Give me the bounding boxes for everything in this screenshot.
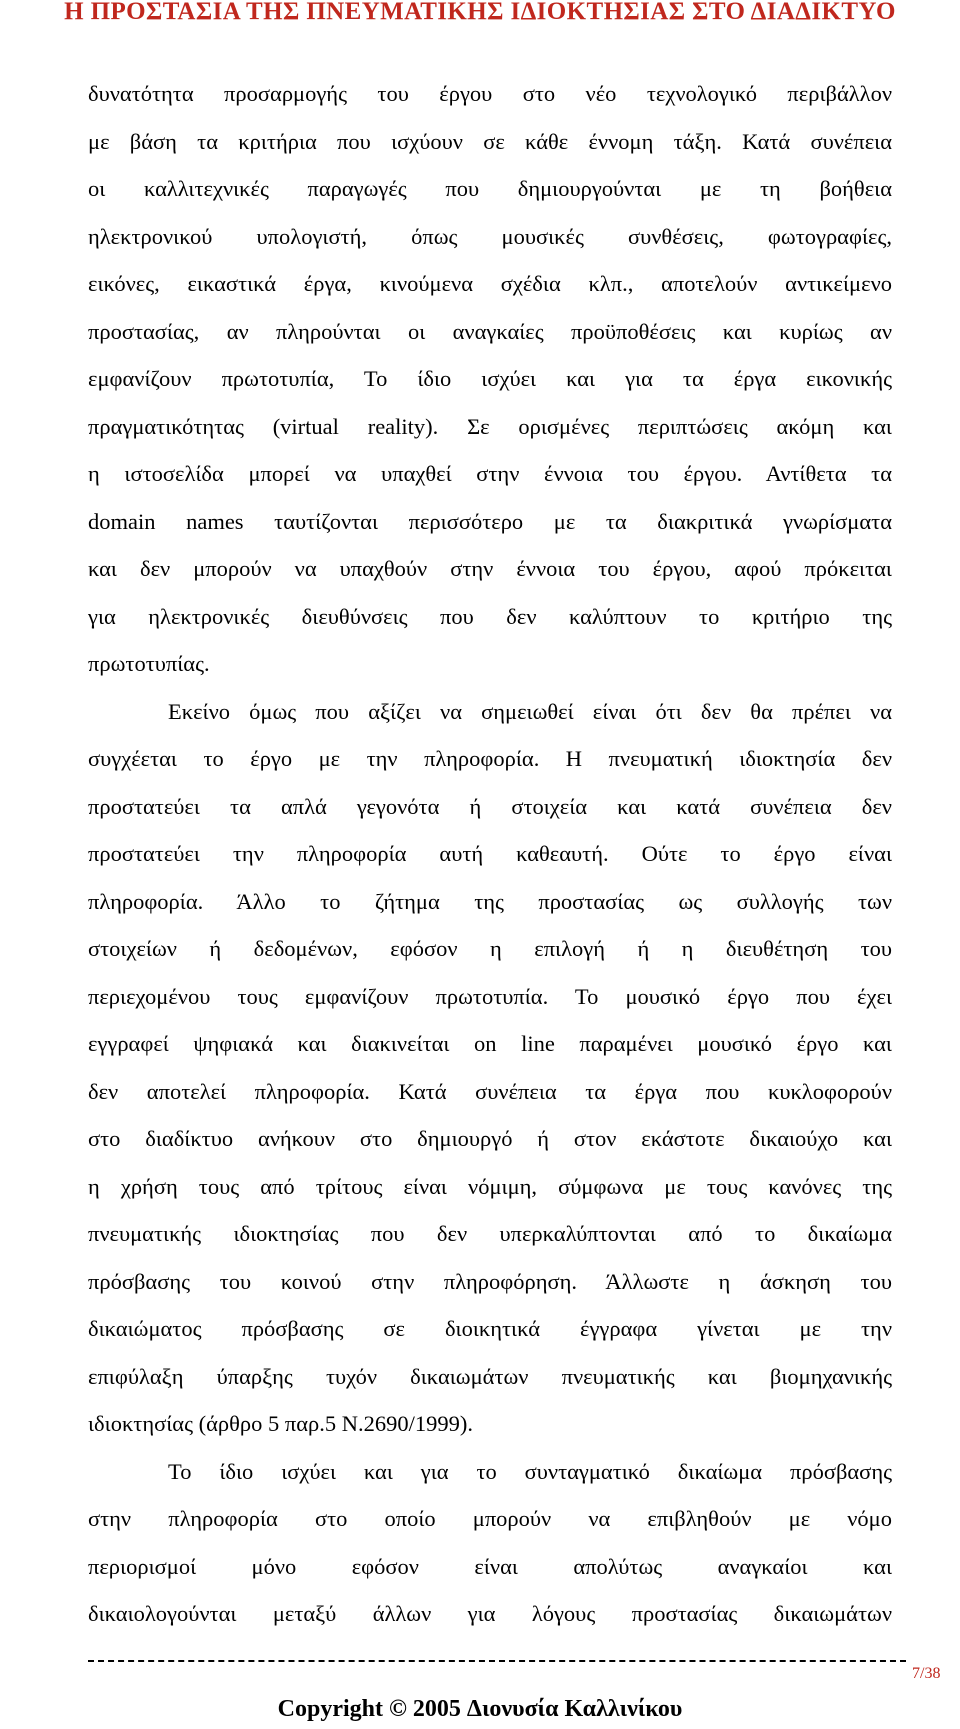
text-line: οι καλλιτεχνικές παραγωγές που δημιουργούνται με τη βοήθεια	[88, 176, 892, 201]
text-line: προστατεύει τα απλά γεγονότα ή στοιχεία και κατά συνέπεια δεν	[88, 793, 892, 819]
text-line: προστασίας, αν πληρούνται οι αναγκαίες προϋποθέσεις και κυρίως αν	[88, 318, 892, 344]
text-line-paragraph-start: Το ίδιο ισχύει και για το συνταγματικό δικαίωμα πρόσβασης	[168, 1458, 892, 1484]
text-line: περιεχομένου τους εμφανίζουν πρωτοτυπία. Το μουσικό έργο που έχει	[88, 983, 892, 1009]
text-line: δεν αποτελεί πληροφορία. Κατά συνέπεια τα έργα που κυκλοφορούν	[88, 1078, 892, 1104]
text-line: εμφανίζουν πρωτοτυπία, Το ίδιο ισχύει και για τα έργα εικονικής	[88, 366, 892, 391]
text-line: στο διαδίκτυο ανήκουν στο δημιουργό ή στον εκάστοτε δικαιούχο και	[88, 1126, 892, 1151]
running-header-title: Η ΠΡΟΣΤΑΣΙΑ ΤΗΣ ΠΝΕΥΜΑΤΙΚΗΣ ΙΔΙΟΚΤΗΣΙΑΣ ΣΤΟ ΔΙΑΔΙΚΤΥΟ	[64, 0, 896, 25]
text-line: για ηλεκτρονικές διευθύνσεις που δεν καλύπτουν το κριτήριο της	[88, 603, 892, 629]
text-line: πνευματικής ιδιοκτησίας που δεν υπερκαλύπτονται από το δικαίωμα	[88, 1221, 892, 1246]
text-line: δικαιολογούνται μεταξύ άλλων για λόγους προστασίας δικαιωμάτων	[88, 1601, 892, 1626]
footer-divider	[88, 1660, 906, 1662]
text-line-paragraph-start: Εκείνο όμως που αξίζει να σημειωθεί είναι ότι δεν θα πρέπει να	[168, 698, 892, 724]
text-line: με βάση τα κριτήρια που ισχύουν σε κάθε έννομη τάξη. Κατά συνέπεια	[88, 128, 892, 154]
document-body	[88, 70, 892, 1638]
text-line: συγχέεται το έργο με την πληροφορία. Η πνευματική ιδιοκτησία δεν	[88, 746, 892, 771]
text-line-paragraph-end: ιδιοκτησίας (άρθρο 5 παρ.5 Ν.2690/1999).	[88, 1411, 473, 1436]
text-line: domain names ταυτίζονται περισσότερο με τα διακριτικά γνωρίσματα	[88, 508, 892, 534]
text-line: πληροφορία. Άλλο το ζήτημα της προστασίας ως συλλογής των	[88, 888, 892, 914]
text-line: εγγραφεί ψηφιακά και διακινείται on line παραμένει μουσικό έργο και	[88, 1031, 892, 1056]
text-line: πρόσβασης του κοινού στην πληροφόρηση. Άλλωστε η άσκηση του	[88, 1268, 892, 1294]
text-line: δικαιώματος πρόσβασης σε διοικητικά έγγραφα γίνεται με την	[88, 1316, 892, 1341]
text-line: ηλεκτρονικού υπολογιστή, όπως μουσικές συνθέσεις, φωτογραφίες,	[88, 223, 892, 249]
text-line: δυνατότητα προσαρμογής του έργου στο νέο τεχνολογικό περιβάλλον	[88, 81, 892, 106]
text-line: εικόνες, εικαστικά έργα, κινούμενα σχέδια κλπ., αποτελούν αντικείμενο	[88, 271, 892, 296]
text-line: πραγματικότητας (virtual reality). Σε ορισμένες περιπτώσεις ακόμη και	[88, 413, 892, 439]
text-line: η ιστοσελίδα μπορεί να υπαχθεί στην έννοια του έργου. Αντίθετα τα	[88, 461, 892, 486]
text-line: προστατεύει την πληροφορία αυτή καθεαυτή. Ούτε το έργο είναι	[88, 841, 892, 866]
text-line: και δεν μπορούν να υπαχθούν στην έννοια του έργου, αφού πρόκειται	[88, 556, 892, 581]
text-line-paragraph-end: πρωτοτυπίας.	[88, 651, 210, 676]
text-line: η χρήση τους από τρίτους είναι νόμιμη, σύμφωνα με τους κανόνες της	[88, 1173, 892, 1199]
page-number: 7/38	[912, 1665, 941, 1682]
copyright-notice: Copyright © 2005 Διονυσία Καλλινίκου	[277, 1696, 683, 1722]
text-line: στοιχείων ή δεδομένων, εφόσον η επιλογή ή η διευθέτηση του	[88, 936, 892, 961]
text-line: στην πληροφορία στο οποίο μπορούν να επιβληθούν με νόμο	[88, 1506, 892, 1531]
text-line: επιφύλαξη ύπαρξης τυχόν δικαιωμάτων πνευματικής και βιομηχανικής	[88, 1363, 892, 1389]
text-line: περιορισμοί μόνο εφόσον είναι απολύτως αναγκαίοι και	[88, 1553, 892, 1579]
